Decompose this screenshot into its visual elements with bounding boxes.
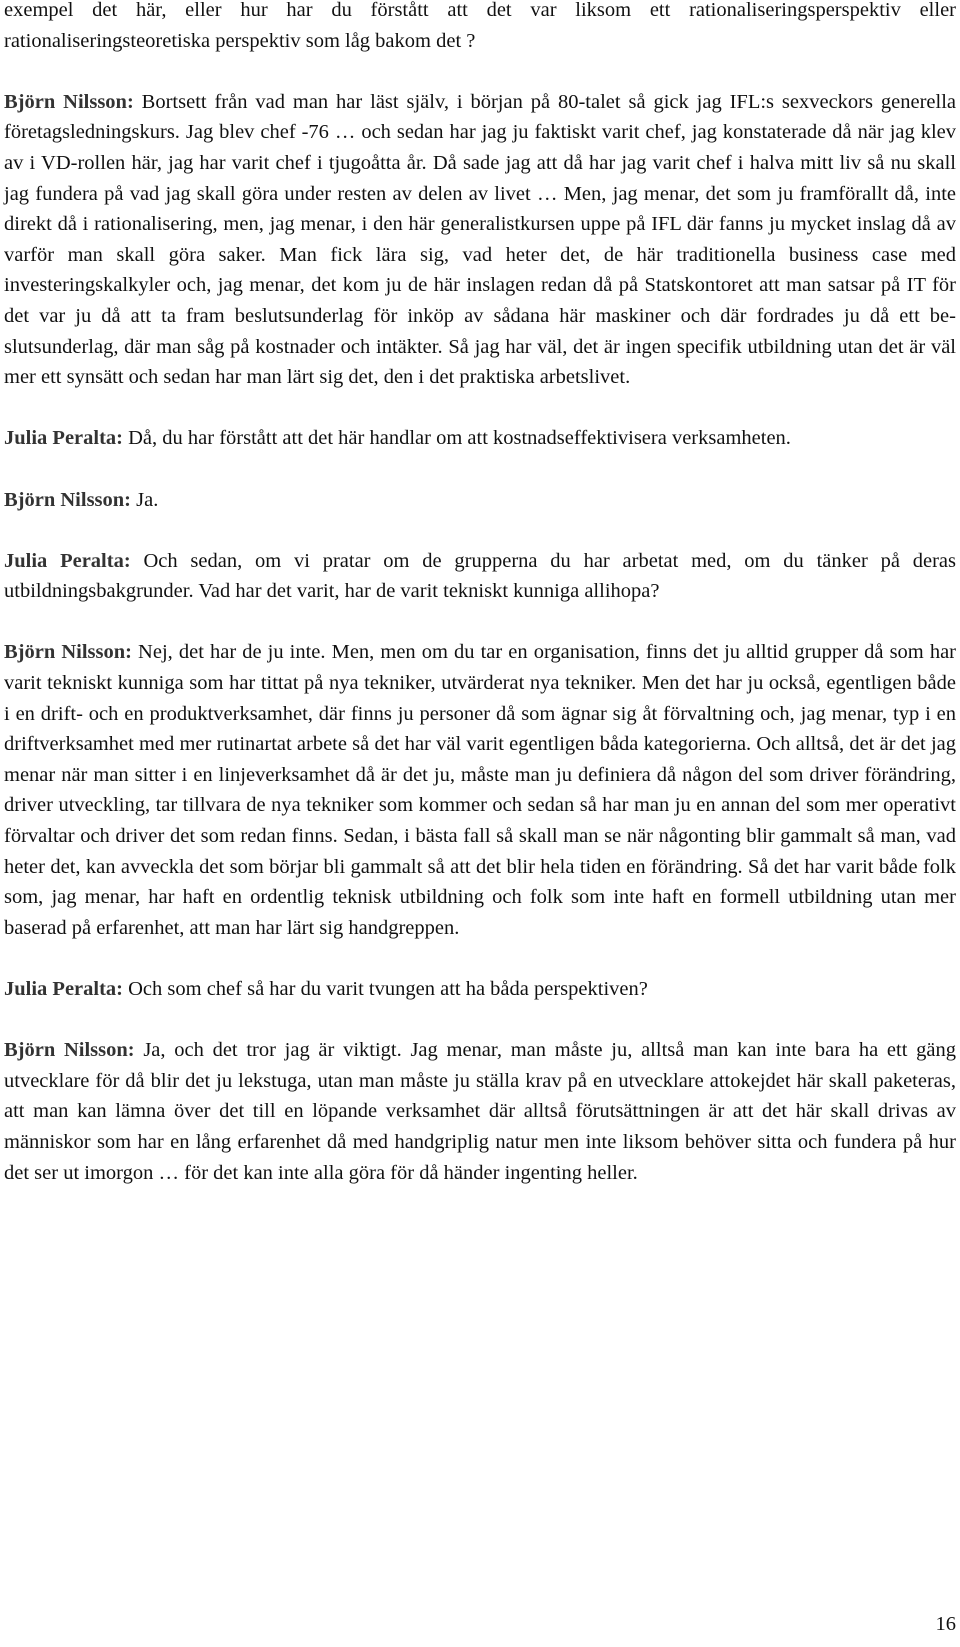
turn-text: Ja, och det tror jag är viktigt. Jag menar, man måste ju, alltså man kan inte bara ha ett gäng utvecklare för då blir det ju lekstuga, utan man måste ju ställa krav på en utvecklare attokejdet här skall paketeras, att man kan lämna över det till en löpande verksamhet där alltså förutsättningen är att det här skall drivas av människor som har en lång erfarenhet då med handgriplig natur men inte liksom behöver sitta och fundera på hur det ser ut imorgon … för det kan inte alla göra för då händer ingenting heller. — [4, 1039, 956, 1184]
speaker-name: Björn Nilsson: — [4, 90, 134, 113]
turn-text: Och som chef så har du varit tvungen att ha båda perspektiven? — [123, 978, 648, 1000]
transcript-turn — [4, 423, 956, 454]
turn-text: Då, du har förstått att det här handlar om att kostnadseffektivisera verksamheten. — [123, 427, 791, 450]
speaker-name: Julia Peralta: — [4, 978, 123, 1000]
transcript-turn — [4, 485, 956, 516]
turn-text: Ja. — [131, 488, 159, 511]
continuation-paragraph — [4, 0, 956, 56]
continuation-text: exempel det här, eller hur har du förstått att det var liksom ett rationaliseringsperspektiv eller rationaliseringsteoretiska perspektiv som låg bakom det ? — [4, 0, 956, 52]
speaker-name: Julia Peralta: — [4, 427, 123, 450]
speaker-name: Björn Nilsson: — [4, 1039, 135, 1062]
speaker-name: Björn Nilsson: — [4, 488, 132, 511]
page-number: 16 — [935, 1613, 956, 1635]
turn-text: Bortsett från vad man har läst själv, i början på 80-talet så gick jag IFL:s sexveckors generella företagsledningskurs. Jag blev chef -76 … och sedan har jag ju faktiskt varit chef, jag konstaterade då när jag klev av i VD-rollen här, jag har varit chef i tjugoåtta år. Då sade jag att då har jag varit chef i halva mitt liv så nu skall jag fundera på vad jag skall göra under resten av delen av livet … Men, jag menar, det som ju framförallt då, inte direkt då i rationalisering, men, jag menar, i den här generalistkursen uppe på IFL där fanns ju mycket inslag då av varför man skall göra saker. Man fick lära sig, vad heter det, de här traditionella business case med investeringskalkyler och, jag menar, det kom ju de här inslagen redan då på Statskontoret att man satsar på IT för det var ju då att ta fram beslutsunderlag för inköp av sådana här maskiner och där fordrades ju då ett beslutsunderlag, där man såg på kostnader och intäkter. Så jag har väl, det är ingen specifik utbildning utan det är väl mer ett synsätt och sedan har man lärt sig det, den i det praktiska arbetslivet. — [4, 90, 956, 389]
transcript-turn — [4, 546, 956, 607]
transcript-turn — [4, 1035, 956, 1188]
turn-text: Nej, det har de ju inte. Men, men om du tar en organisation, finns det ju alltid grupper då som har varit tekniskt kunniga som har tittat på nya tekniker, utvärderat nya tekniker. Men det har ju också, egentligen både i en drift- och en produktverksamhet, där finns ju personer då som ägnar sig åt förvaltning och, jag menar, typ i en driftverksamhet med mer rutinartat arbete så det har väl varit egentligen båda kategorierna. Och alltså, det är det jag menar när man sitter i en linjeverksamhet då är det ju, måste man ju definiera då någon del som driver förändring, driver utveckling, tar tillvara de nya tekniker som kommer och sedan så har man ju en annan del som mer operativt förvaltar och driver det som redan finns. Sedan, i bästa fall så skall man se när någonting blir gammalt så man, vad heter det, kan avveckla det som börjar bli gammalt så att det blir hela tiden en förändring. Så det har varit både folk som, jag menar, har haft en ordentlig teknisk utbildning och folk som inte haft en formell utbildning utan mer baserad på erfarenhet, att man har lärt sig handgreppen. — [4, 641, 956, 939]
interview-transcript — [4, 0, 956, 1219]
speaker-name: Julia Peralta: — [4, 549, 131, 572]
transcript-turn — [4, 637, 956, 943]
transcript-turn — [4, 974, 956, 1005]
turn-text: Och sedan, om vi pratar om de grupperna du har arbetat med, om du tänker på deras utbildningsbakgrunder. Vad har det varit, har de varit tekniskt kunniga allihopa? — [4, 549, 956, 603]
speaker-name: Björn Nilsson: — [4, 641, 132, 664]
transcript-turn — [4, 87, 956, 393]
